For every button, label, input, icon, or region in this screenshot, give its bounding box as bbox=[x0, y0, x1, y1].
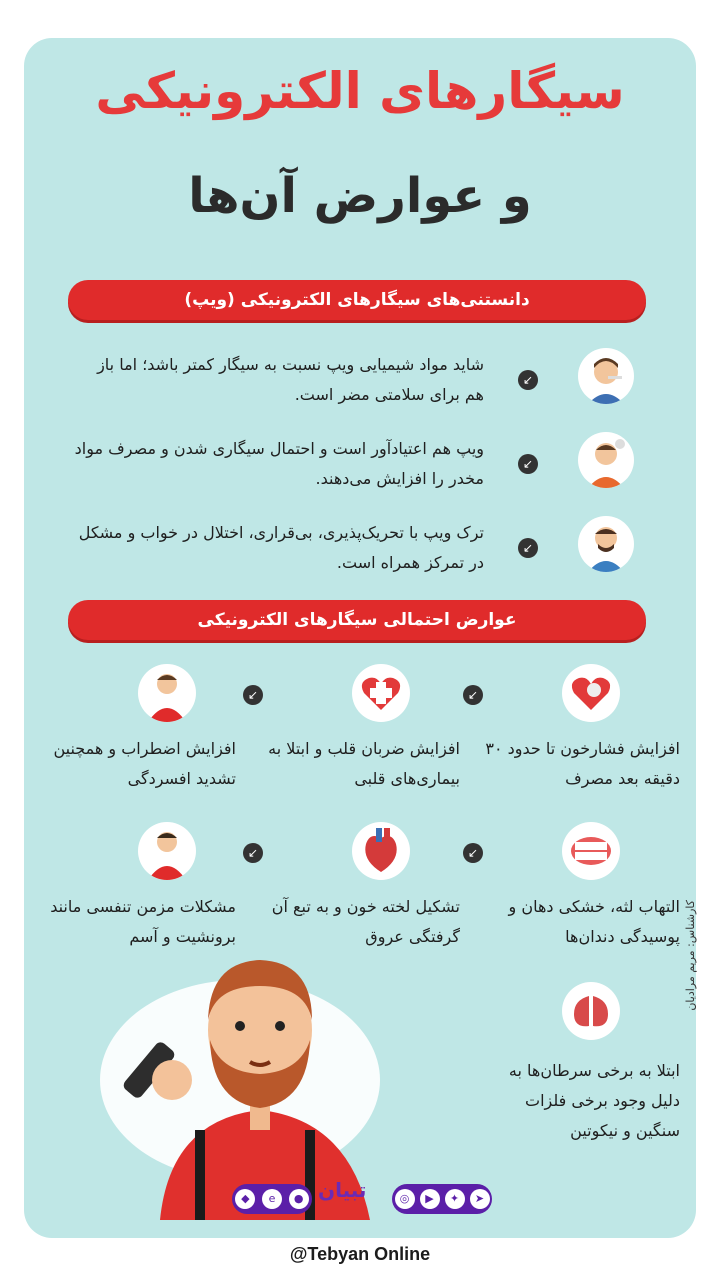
effect-item bbox=[260, 664, 460, 804]
coughing-man-icon bbox=[578, 432, 634, 488]
brand-logo: تبیان bbox=[318, 1178, 367, 1202]
heart-artery-icon bbox=[352, 822, 410, 880]
vaping-man-illustration bbox=[100, 930, 400, 1220]
facts-banner: دانستنی‌های سیگارهای الکترونیکی (ویپ) bbox=[68, 280, 646, 320]
bullet-arrow-icon: ↙ bbox=[243, 843, 263, 863]
lungs-icon bbox=[562, 982, 620, 1040]
telegram-icon[interactable]: ➤ bbox=[470, 1189, 490, 1209]
social-handle: @Tebyan Online bbox=[289, 1244, 431, 1264]
effect-text: افزایش ضربان قلب و ابتلا به بیماری‌های قلبی bbox=[268, 739, 460, 788]
bullet-arrow-icon: ↙ bbox=[463, 843, 483, 863]
effect-item bbox=[480, 822, 680, 962]
effect-text: افزایش فشارخون تا حدود ۳۰ دقیقه بعد مصرف bbox=[485, 739, 680, 788]
effect-text: مشکلات مزمن تنفسی مانند برونشیت و آسم bbox=[50, 897, 236, 946]
fact-text: ترک ویپ با تحریک‌پذیری، بی‌قراری، اختلال در خواب و مشکل در تمرکز همراه است. bbox=[78, 523, 484, 572]
blood-pressure-heart-icon bbox=[562, 664, 620, 722]
stressed-man-icon bbox=[578, 516, 634, 572]
heart-rate-icon bbox=[352, 664, 410, 722]
smoking-man-icon bbox=[578, 348, 634, 404]
bale-icon[interactable]: ● bbox=[289, 1189, 309, 1209]
aparat-icon[interactable]: ▶ bbox=[420, 1189, 440, 1209]
twitter-icon[interactable]: ✦ bbox=[445, 1189, 465, 1209]
anxious-man-icon bbox=[138, 664, 196, 722]
title-line-2: و عوارض آن‌ها bbox=[188, 168, 532, 224]
social-links-left[interactable] bbox=[232, 1184, 312, 1214]
instagram-icon[interactable]: ◎ bbox=[395, 1189, 415, 1209]
bullet-arrow-icon: ↙ bbox=[518, 538, 538, 558]
effect-text: التهاب لثه، خشکی دهان و پوسیدگی دندان‌ها bbox=[508, 897, 680, 946]
bullet-arrow-icon: ↙ bbox=[243, 685, 263, 705]
bullet-arrow-icon: ↙ bbox=[463, 685, 483, 705]
fact-text: شاید مواد شیمیایی ویپ نسبت به سیگار کمتر باشد؛ اما باز هم برای سلامتی مضر است. bbox=[97, 355, 484, 404]
fact-item bbox=[74, 348, 634, 424]
bullet-arrow-icon: ↙ bbox=[518, 370, 538, 390]
title-line-1: سیگارهای الکترونیکی bbox=[95, 62, 625, 120]
effect-item bbox=[480, 664, 680, 804]
effect-item bbox=[480, 982, 680, 1140]
teeth-icon bbox=[562, 822, 620, 880]
effect-text: ابتلا به برخی سرطان‌ها به دلیل وجود برخی فلزات سنگین و نیکوتین bbox=[508, 1061, 680, 1140]
bullet-arrow-icon: ↙ bbox=[518, 454, 538, 474]
fact-text: ویپ هم اعتیادآور است و احتمال سیگاری شدن و مصرف مواد مخدر را افزایش می‌دهند. bbox=[74, 439, 484, 488]
coughing-man-icon bbox=[138, 822, 196, 880]
eitaa-icon[interactable]: e bbox=[262, 1189, 282, 1209]
social-links-right[interactable] bbox=[392, 1184, 492, 1214]
effect-text: افزایش اضطراب و همچنین تشدید افسردگی bbox=[53, 739, 236, 788]
effect-item bbox=[36, 664, 236, 804]
effect-text: تشکیل لخته خون و به تبع آن گرفتگی عروق bbox=[271, 897, 460, 946]
fact-item bbox=[74, 432, 634, 508]
fact-item bbox=[74, 516, 634, 592]
credit-text: کارشناس: مریم مرادیان bbox=[684, 900, 697, 1011]
rubika-icon[interactable]: ◆ bbox=[235, 1189, 255, 1209]
effects-banner: عوارض احتمالی سیگارهای الکترونیکی bbox=[68, 600, 646, 640]
